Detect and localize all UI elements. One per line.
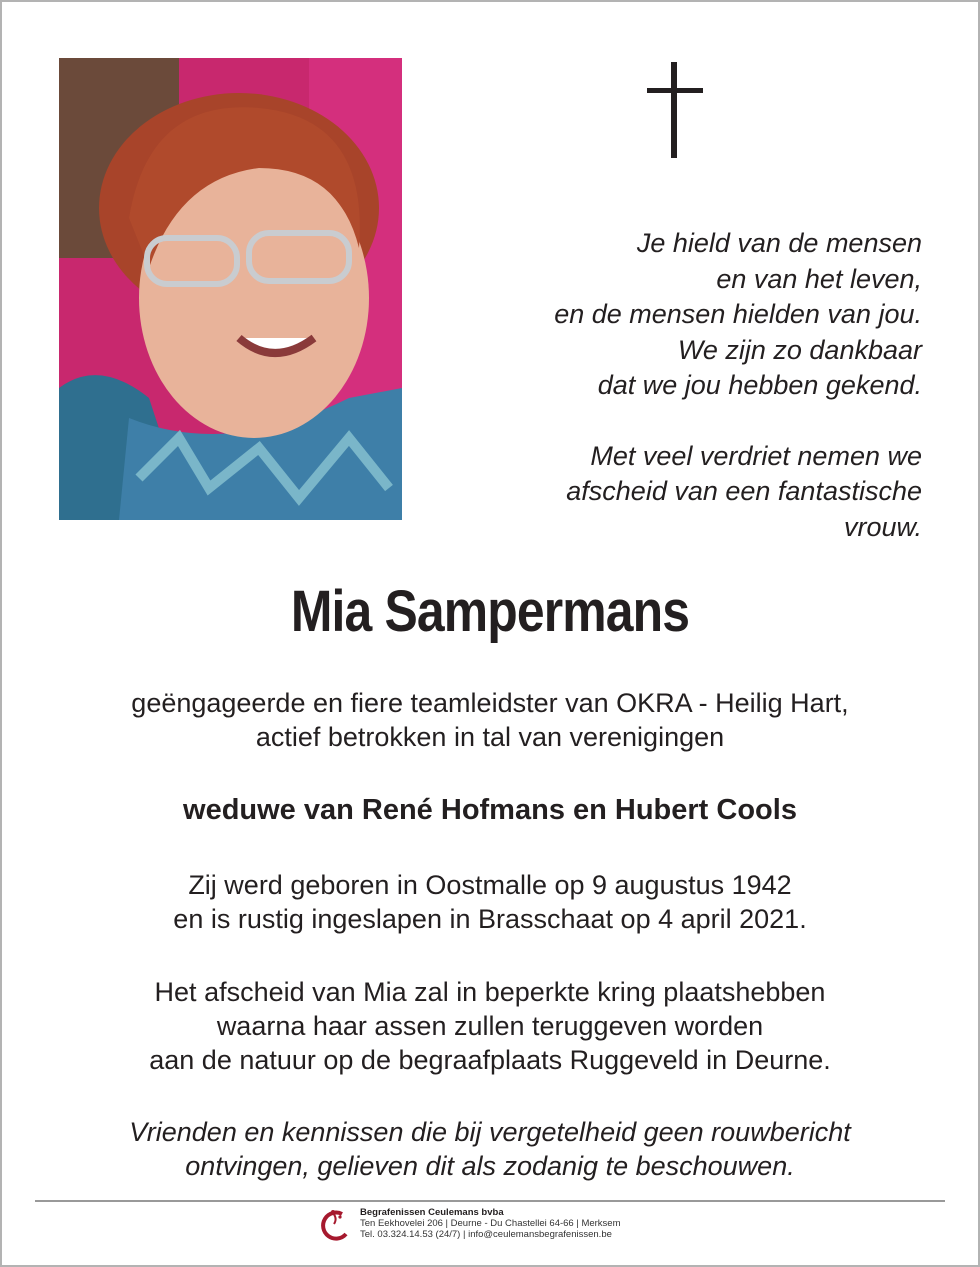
farewell-info	[0, 975, 980, 1077]
funeral-home-contact: Tel. 03.324.14.53 (24/7) | info@ceulemansbegrafenissen.be	[360, 1229, 612, 1240]
poem-stanza-2	[462, 439, 922, 546]
portrait-photo	[59, 58, 402, 520]
farewell-line: Het afscheid van Mia zal in beperkte kring plaatshebben	[154, 977, 826, 1007]
farewell-line: waarna haar assen zullen teruggeven worden	[216, 1011, 764, 1041]
poem-line: en van het leven,	[716, 263, 922, 294]
poem-line: Met veel verdriet nemen we	[590, 440, 922, 471]
funeral-home-name: Begrafenissen Ceulemans bvba	[360, 1207, 504, 1218]
poem-line: vrouw.	[843, 511, 922, 542]
farewell-line: aan de natuur op de begraafplaats Ruggeveld in Deurne.	[149, 1045, 831, 1075]
poem-line: We zijn zo dankbaar	[677, 334, 922, 365]
widow-line: weduwe van René Hofmans en Hubert Cools	[183, 794, 797, 826]
poem	[462, 226, 922, 580]
description-line: actief betrokken in tal van verenigingen	[255, 722, 725, 752]
description	[0, 686, 980, 754]
footer-divider	[35, 1200, 945, 1202]
description-line: geëngageerde en fiere teamleidster van OKRA - Heilig Hart,	[131, 688, 849, 718]
deceased-name: Mia Sampermans	[290, 579, 690, 644]
poem-line: Je hield van de mensen	[636, 228, 922, 258]
poem-line: afscheid van een fantastische	[566, 476, 922, 506]
birth-death-info	[0, 868, 980, 936]
latin-cross-icon	[647, 62, 703, 158]
ceulemans-logo-icon	[320, 1208, 354, 1242]
poem-line: dat we jou hebben gekend.	[597, 370, 922, 400]
death-line: en is rustig ingeslapen in Brasschaat op 4 april 2021.	[173, 904, 807, 934]
footer	[320, 1207, 720, 1247]
poem-line: en de mensen hielden van jou.	[554, 299, 922, 329]
birth-line: Zij werd geboren in Oostmalle op 9 augustus 1942	[188, 870, 792, 900]
funeral-home-address: Ten Eekhovelei 206 | Deurne - Du Chastellei 64-66 | Merksem	[360, 1218, 621, 1229]
friends-notice	[0, 1115, 980, 1183]
footer-text	[360, 1207, 621, 1240]
poem-stanza-1	[462, 226, 922, 404]
friends-line: Vrienden en kennissen die bij vergetelheid geen rouwbericht	[129, 1117, 851, 1147]
friends-line: ontvingen, gelieven dit als zodanig te beschouwen.	[185, 1151, 795, 1181]
